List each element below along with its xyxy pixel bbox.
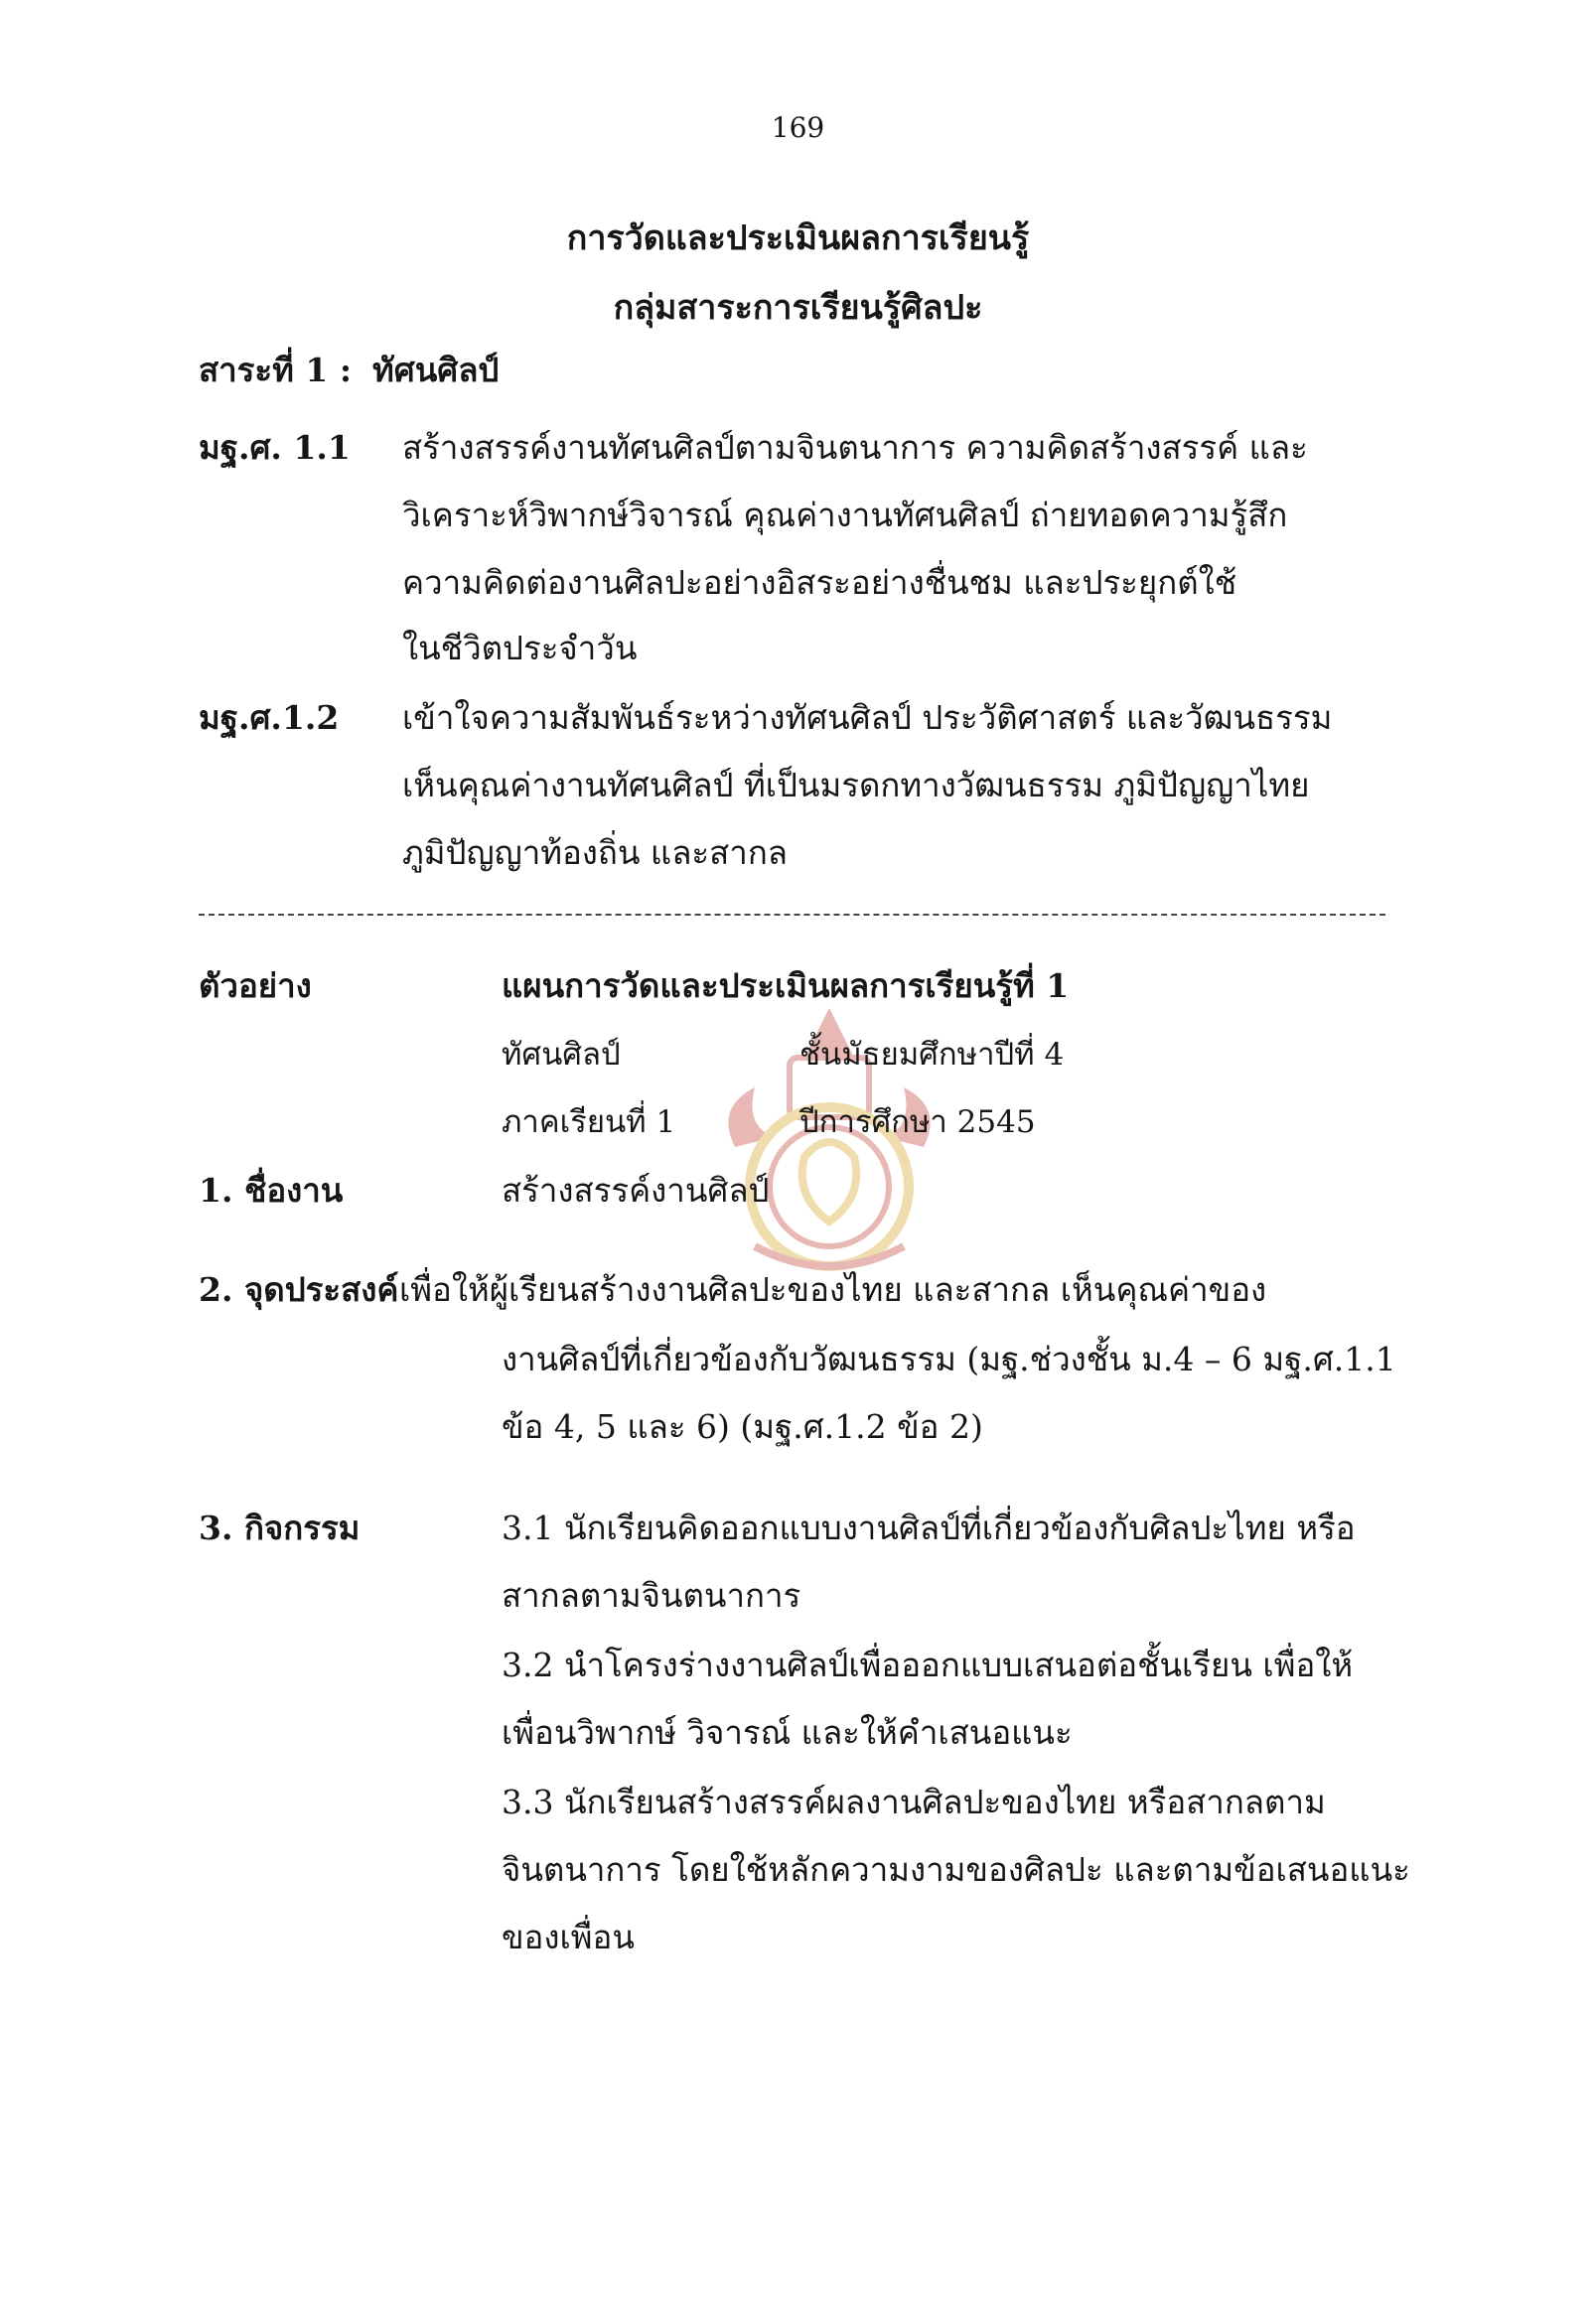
strand-label: สาระที่ 1 : — [199, 351, 352, 389]
standard-line: วิเคราะห์วิพากษ์วิจารณ์ คุณค่างานทัศนศิลป์ ถ่ายทอดความรู้สึก — [402, 496, 1288, 534]
activity-line: 3.2 นำโครงร่างงานศิลป์เพื่อออกแบบเสนอต่อชั้นเรียน เพื่อให้ — [502, 1646, 1354, 1684]
plan-title: แผนการวัดและประเมินผลการเรียนรู้ที่ 1 — [502, 966, 1070, 1005]
plan-grade: ชั้นมัธยมศึกษาปีที่ 4 — [799, 1037, 1065, 1073]
standard-line: เข้าใจความสัมพันธ์ระหว่างทัศนศิลป์ ประวัติศาสตร์ และวัฒนธรรม — [402, 698, 1333, 737]
page-title: การวัดและประเมินผลการเรียนรู้ — [566, 218, 1030, 258]
activities-label: 3. กิจกรรม — [199, 1509, 361, 1547]
activity-line: จินตนาการ โดยใช้หลักความงามของศิลปะ และตามข้อเสนอแนะ — [502, 1850, 1410, 1889]
example-label: ตัวอย่าง — [199, 966, 312, 1005]
activity-line: 3.1 นักเรียนคิดออกแบบงานศิลป์ที่เกี่ยวข้องกับศิลปะไทย หรือ — [502, 1509, 1356, 1547]
task-value: สร้างสรรค์งานศิลป์ — [502, 1171, 770, 1210]
strand-name: ทัศนศิลป์ — [372, 351, 500, 389]
plan-year: ปีการศึกษา 2545 — [799, 1104, 1036, 1140]
activity-line: เพื่อนวิพากษ์ วิจารณ์ และให้คำเสนอแนะ — [502, 1713, 1073, 1752]
objective-line: เพื่อให้ผู้เรียนสร้างงานศิลปะของไทย และสากล เห็นคุณค่าของ — [399, 1270, 1267, 1309]
dashed-divider — [199, 914, 1385, 916]
standard-code-1-1: มฐ.ศ. 1.1 — [199, 428, 351, 467]
objective-label: 2. จุดประสงค์ — [199, 1270, 399, 1309]
task-label: 1. ชื่องาน — [199, 1171, 344, 1210]
activity-line: ของเพื่อน — [502, 1918, 635, 1956]
objective-line: งานศิลป์ที่เกี่ยวข้องกับวัฒนธรรม (มฐ.ช่วงชั้น ม.4 – 6 มฐ.ศ.1.1 — [502, 1340, 1396, 1378]
plan-semester: ภาคเรียนที่ 1 — [502, 1104, 676, 1140]
standard-line: สร้างสรรค์งานทัศนศิลป์ตามจินตนาการ ความคิดสร้างสรรค์ และ — [402, 428, 1308, 467]
standard-line: ในชีวิตประจำวัน — [402, 629, 638, 667]
plan-subject: ทัศนศิลป์ — [502, 1037, 621, 1073]
activity-line: 3.3 นักเรียนสร้างสรรค์ผลงานศิลปะของไทย หรือสากลตาม — [502, 1783, 1326, 1821]
standard-line: เห็นคุณค่างานทัศนศิลป์ ที่เป็นมรดกทางวัฒนธรรม ภูมิปัญญาไทย — [402, 766, 1310, 804]
activity-line: สากลตามจินตนาการ — [502, 1576, 801, 1615]
standard-line: ความคิดต่องานศิลปะอย่างอิสระอย่างชื่นชม และประยุกต์ใช้ — [402, 563, 1237, 602]
standard-code-1-2: มฐ.ศ.1.2 — [199, 698, 340, 737]
page-number: 169 — [771, 111, 825, 144]
objective-line: ข้อ 4, 5 และ 6) (มฐ.ศ.1.2 ข้อ 2) — [502, 1407, 983, 1446]
standard-line: ภูมิปัญญาท้องถิ่น และสากล — [402, 833, 789, 872]
page-subtitle: กลุ่มสาระการเรียนรู้ศิลปะ — [613, 288, 983, 328]
